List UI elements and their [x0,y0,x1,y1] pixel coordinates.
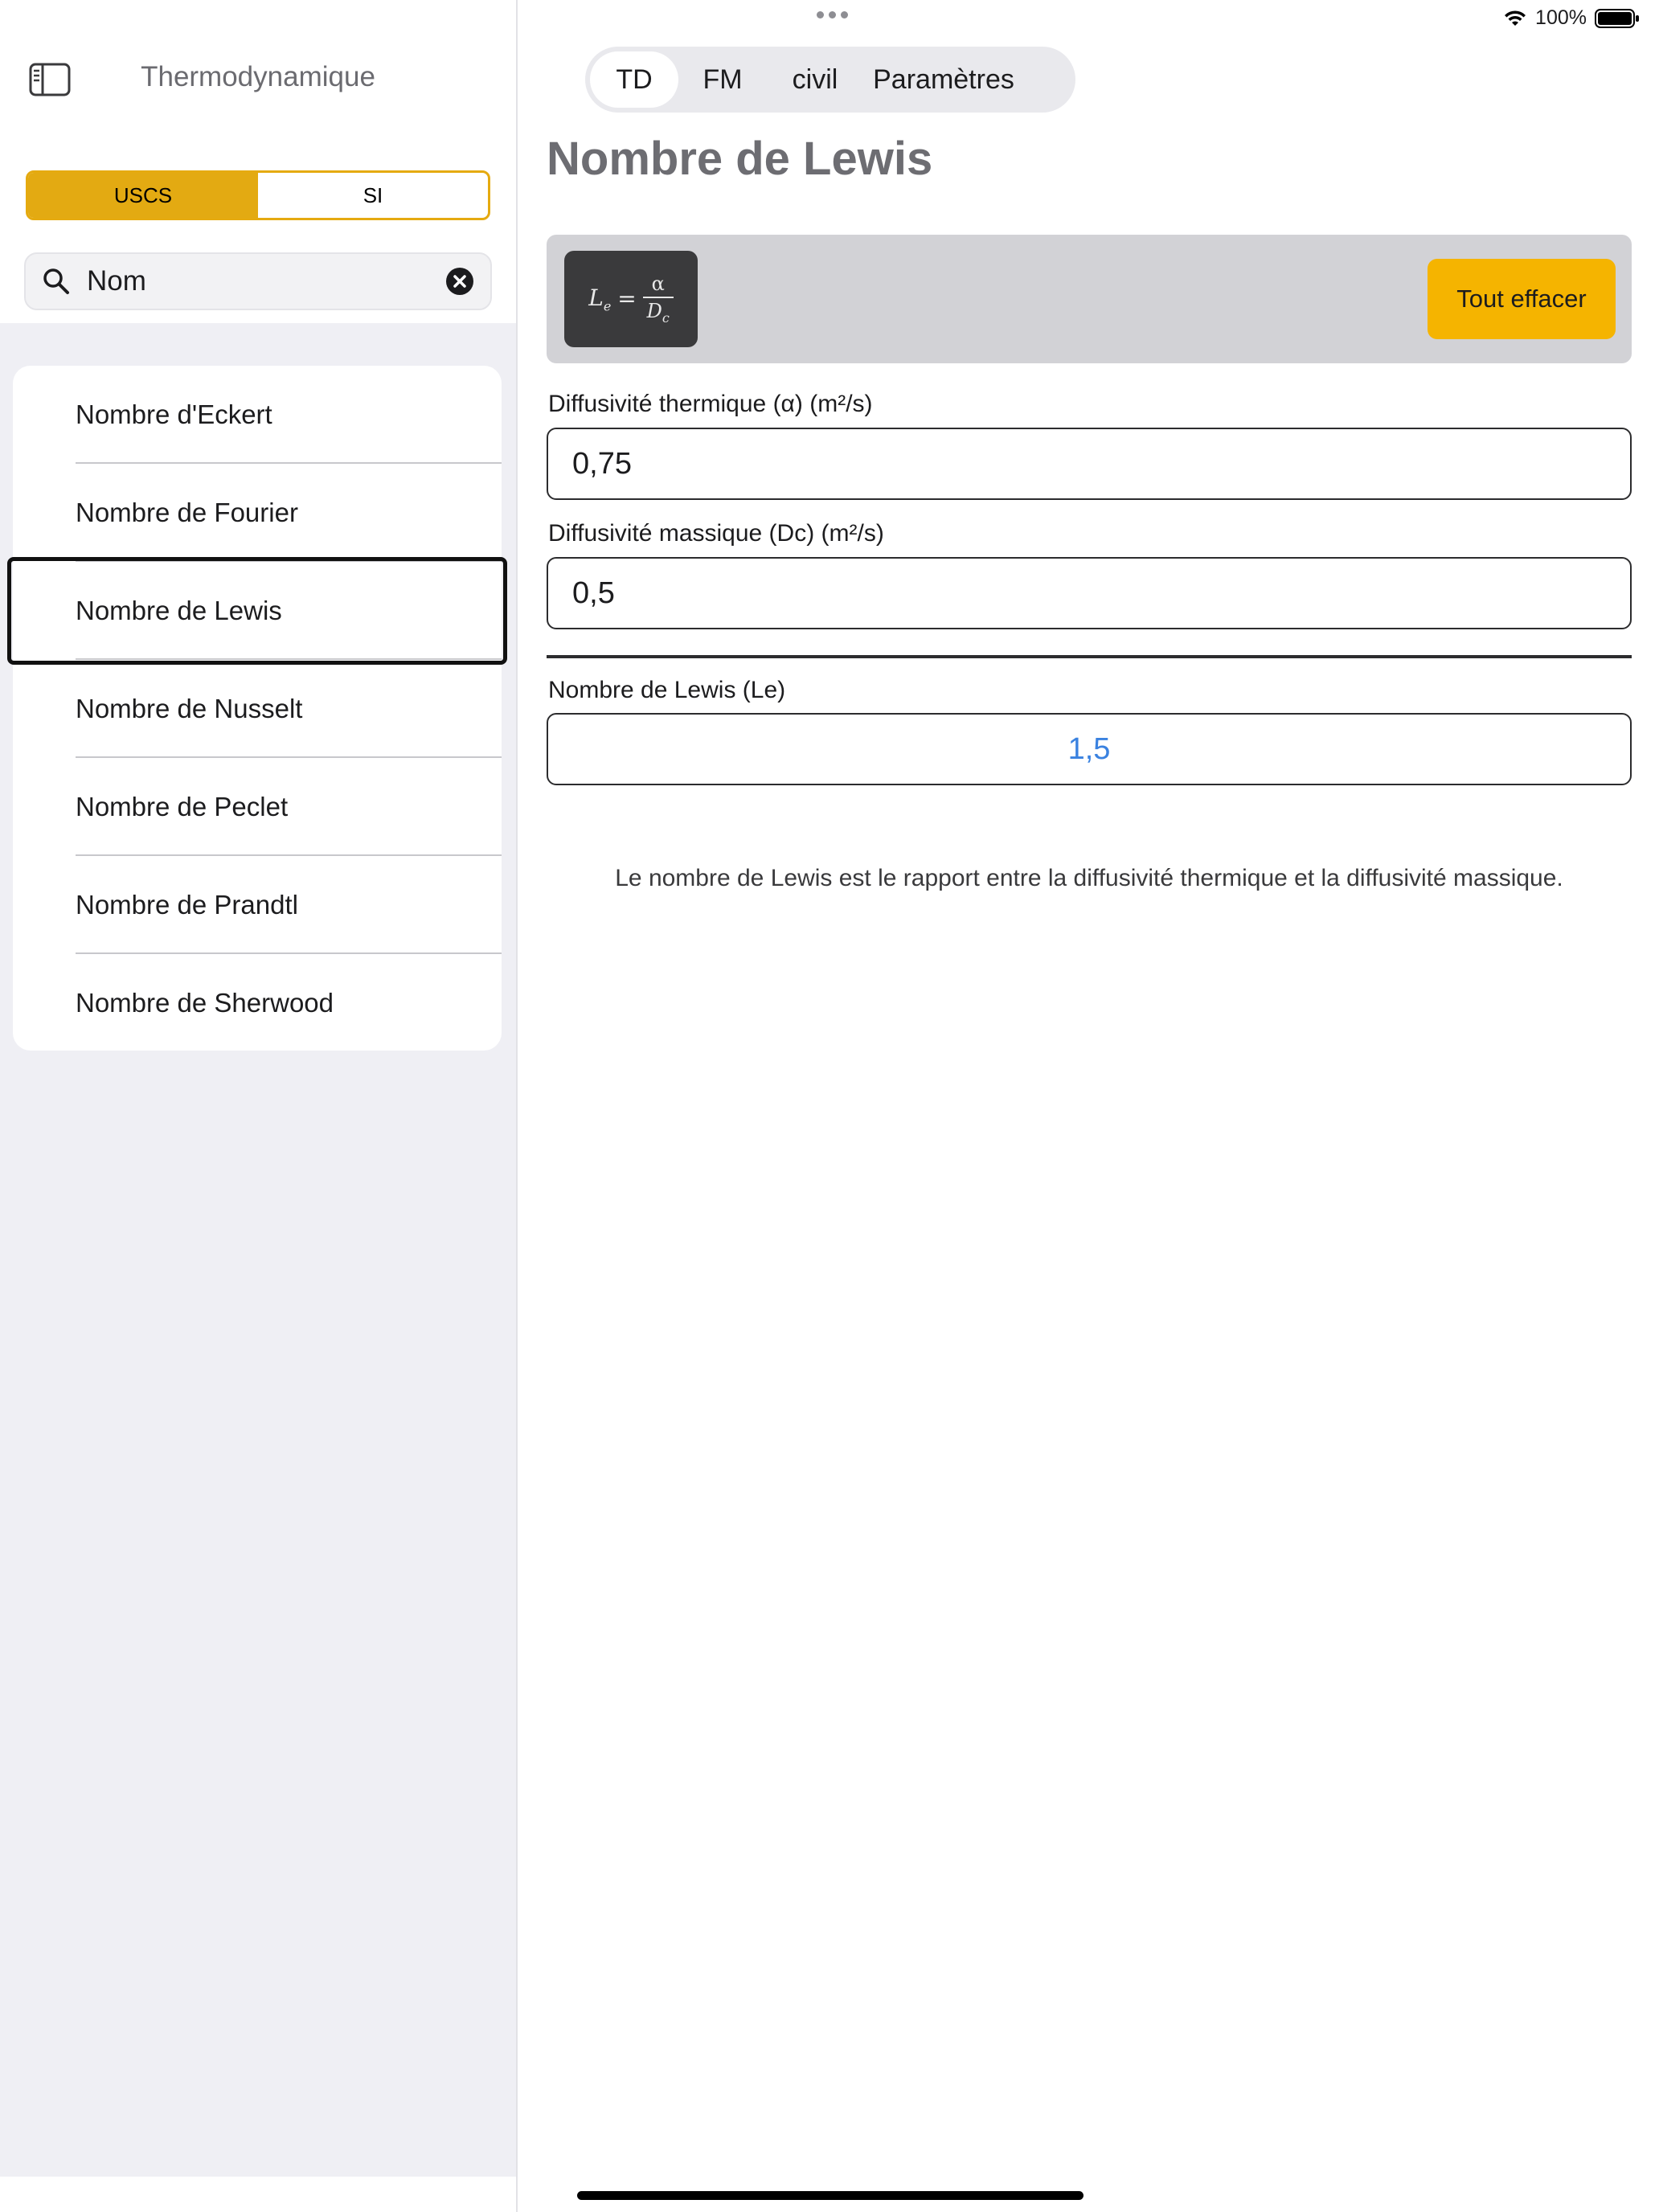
formula-lhs-symbol: L [588,284,604,311]
list-item-fourier[interactable] [13,464,502,562]
list-item-label: Nombre de Fourier [76,498,298,527]
thermal-diffusivity-input[interactable]: 0,75 [547,428,1632,500]
list-item-label: Nombre d'Eckert [76,399,272,429]
search-field[interactable] [24,252,492,310]
list-item-label: Nombre de Lewis [76,596,282,625]
list-item-eckert[interactable] [13,366,502,464]
formula-expression [588,272,674,326]
list-item-label: Nombre de Nusselt [76,694,303,723]
formula-equals: = [617,285,637,313]
mass-diffusivity-input[interactable]: 0,5 [547,557,1632,629]
formula-denominator-subscript: c [662,309,670,326]
list-item-label: Nombre de Peclet [76,792,289,821]
tab-parametres[interactable]: Paramètres [873,63,1014,95]
sidebar-title: Thermodynamique [141,61,375,92]
unit-option-uscs[interactable]: USCS [28,173,258,218]
list-item-nusselt[interactable] [13,660,502,758]
formula-list [13,366,502,1051]
formula-lhs-subscript: e [603,298,612,314]
unit-option-si[interactable]: SI [363,182,383,207]
list-item-prandtl[interactable] [13,856,502,954]
formula-numerator: α [651,272,665,296]
clear-all-button[interactable]: Tout effacer [1428,259,1616,339]
sidebar [0,0,518,2212]
formula-description: Le nombre de Lewis est le rapport entre la diffusivité thermique et la diffusivité massique. [615,865,1563,891]
mass-diffusivity-label: Diffusivité massique (Dc) (m²/s) [548,520,884,547]
thermal-diffusivity-label: Diffusivité thermique (α) (m²/s) [548,391,873,417]
tab-td[interactable]: TD [590,51,678,108]
clear-icon[interactable] [445,267,474,296]
multitasking-dots-icon[interactable] [817,11,848,18]
list-item-label: Nombre de Sherwood [76,988,334,1018]
battery-icon [1595,9,1640,28]
list-item-peclet[interactable] [13,758,502,856]
formula-denominator-symbol: D [646,300,662,323]
battery-percent: 100% [1535,6,1587,29]
unit-system-segmented-control[interactable] [26,170,490,220]
result-label: Nombre de Lewis (Le) [548,677,786,703]
formula-display [564,251,698,347]
formula-fraction [643,272,674,326]
result-output: 1,5 [547,713,1632,785]
status-indicators [1503,6,1640,30]
formula-toolbar [547,235,1632,363]
formula-lhs [588,285,611,314]
tab-civil[interactable]: civil [792,63,838,95]
search-icon [42,267,71,296]
sidebar-toggle-icon[interactable] [29,63,71,96]
wifi-icon [1503,10,1527,27]
list-item-label: Nombre de Prandtl [76,890,298,920]
category-tabs [585,47,1075,113]
page-title: Nombre de Lewis [547,133,933,185]
tab-fm[interactable]: FM [703,63,743,95]
home-indicator[interactable] [577,2191,1083,2200]
list-item-sherwood[interactable] [13,954,502,1051]
search-input[interactable]: Nom [87,265,146,297]
list-item-lewis[interactable] [13,562,502,660]
formula-denominator [647,298,670,326]
result-divider [547,655,1632,658]
